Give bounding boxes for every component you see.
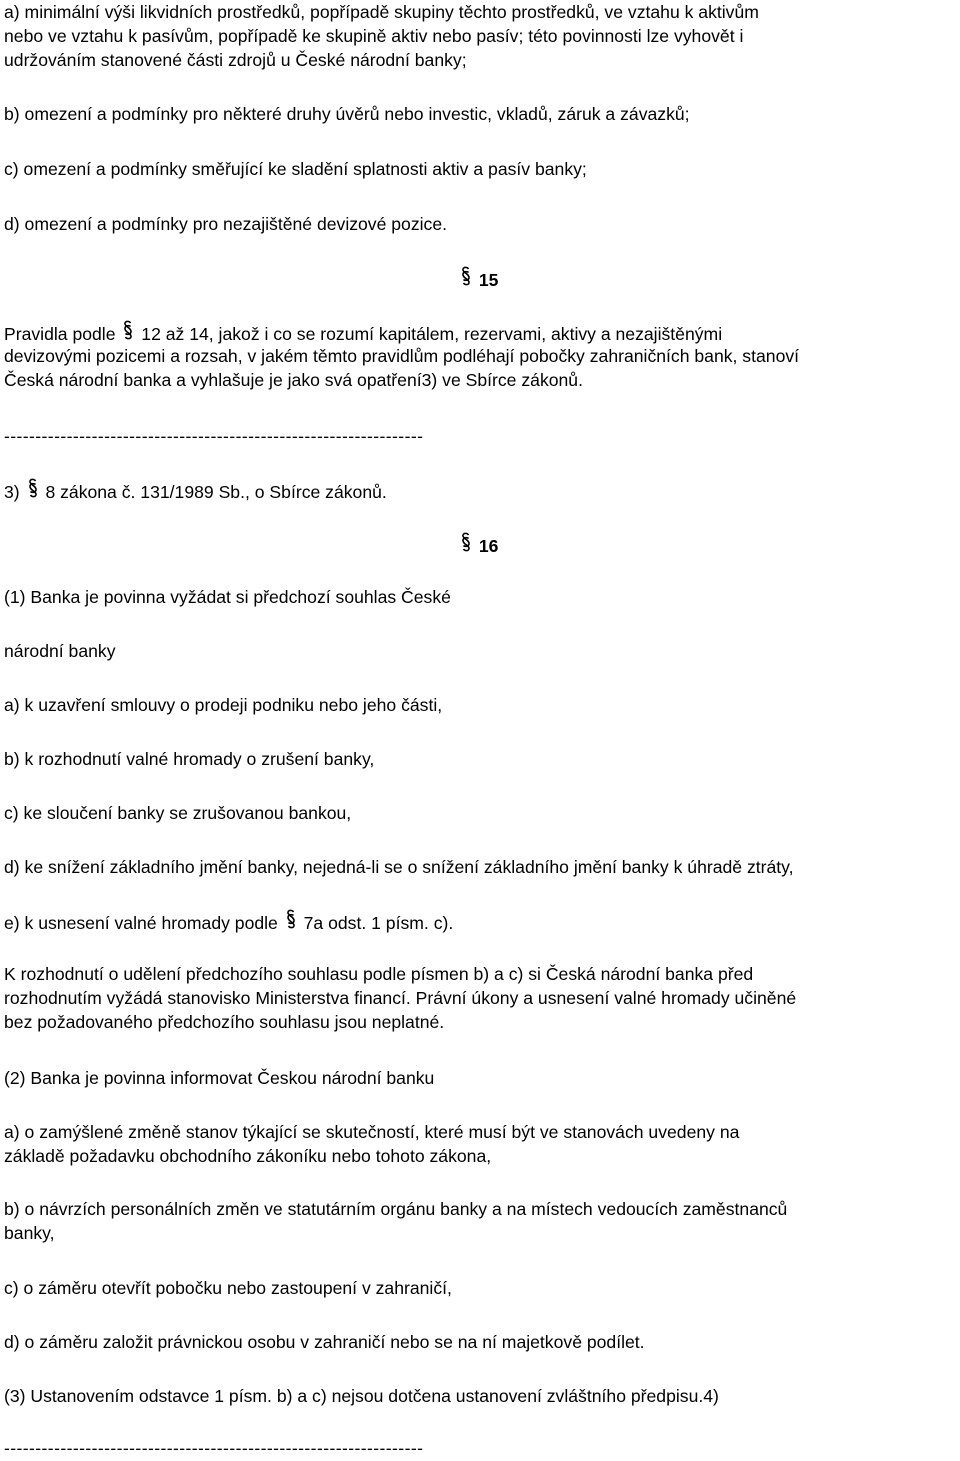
text-line: d) ke snížení základního jmění banky, nejedná-li se o snížení základního jmění banky k úhradě ztráty, [4, 857, 794, 877]
text-line: banky, [4, 1223, 55, 1243]
text-line: d) o záměru založit právnickou osobu v zahraničí nebo se na ní majetkově podílet. [4, 1332, 645, 1352]
footnote-line [4, 478, 387, 505]
text-line: c) o záměru otevřít pobočku nebo zastoupení v zahraničí, [4, 1278, 452, 1298]
text-line: (2) Banka je povinna informovat Českou národní banku [4, 1068, 435, 1088]
text-line: devizovými pozicemi a rozsah, v jakém těmto pravidlům podléhají pobočky zahraničních bank, stanoví [4, 346, 800, 366]
section-sign-icon [120, 320, 136, 347]
section-number: 16 [478, 536, 499, 556]
text-line: b) k rozhodnutí valné hromady o zrušení banky, [4, 749, 375, 769]
section-sign-icon [458, 532, 474, 559]
text-fragment: 12 až 14, jakož i co se rozumí kapitálem, rezervami, aktivy a nezajištěnými [141, 324, 723, 344]
section-heading-15 [458, 266, 498, 293]
text-line [4, 320, 722, 347]
section-number: 15 [478, 270, 499, 290]
text-line: a) k uzavření smlouvy o prodeji podniku nebo jeho části, [4, 695, 443, 715]
text-line: (3) Ustanovením odstavce 1 písm. b) a c) nejsou dotčena ustanovení zvláštního předpisu.4) [4, 1386, 719, 1406]
text-fragment: 8 zákona č. 131/1989 Sb., o Sbírce zákonů. [45, 482, 387, 502]
text-line: bez požadovaného předchozího souhlasu jsou neplatné. [4, 1012, 445, 1032]
footnote-separator: ------------------------------------------------------------------- [4, 426, 424, 446]
text-line: c) omezení a podmínky směřující ke sladění splatnosti aktiv a pasív banky; [4, 159, 587, 179]
text-line: nebo ve vztahu k pasívům, popřípadě ke skupině aktiv nebo pasív; této povinnosti lze vyhovět i [4, 26, 744, 46]
text-line: b) omezení a podmínky pro některé druhy úvěrů nebo investic, vkladů, záruk a závazků; [4, 104, 690, 124]
text-line: udržováním stanovené části zdrojů u České národní banky; [4, 50, 467, 70]
text-line: národní banky [4, 641, 116, 661]
text-line: (1) Banka je povinna vyžádat si předchozí souhlas České [4, 587, 451, 607]
footnote-separator: ------------------------------------------------------------------- [4, 1438, 424, 1458]
text-line [4, 909, 453, 936]
section-sign-icon [458, 266, 474, 293]
text-fragment: 7a odst. 1 písm. c). [303, 913, 454, 933]
section-sign-icon [283, 909, 299, 936]
section-sign-icon [25, 478, 41, 505]
text-fragment: Pravidla podle [4, 324, 116, 344]
text-fragment: e) k usnesení valné hromady podle [4, 913, 278, 933]
text-line: K rozhodnutí o udělení předchozího souhlasu podle písmen b) a c) si Česká národní banka před [4, 964, 754, 984]
text-line: c) ke sloučení banky se zrušovanou bankou, [4, 803, 352, 823]
section-heading-16 [458, 532, 498, 559]
text-line: a) o zamýšlené změně stanov týkající se skutečností, které musí být ve stanovách uvedeny na [4, 1122, 740, 1142]
text-line: d) omezení a podmínky pro nezajištěné devizové pozice. [4, 214, 448, 234]
text-fragment: 3) [4, 482, 20, 502]
text-line: základě požadavku obchodního zákoníku nebo tohoto zákona, [4, 1146, 492, 1166]
text-line: Česká národní banka a vyhlašuje je jako svá opatření3) ve Sbírce zákonů. [4, 370, 583, 390]
text-line: b) o návrzích personálních změn ve statutárním orgánu banky a na místech vedoucích zaměstnanců [4, 1199, 788, 1219]
text-line: rozhodnutím vyžádá stanovisko Ministerstva financí. Právní úkony a usnesení valné hromady učiněné [4, 988, 797, 1008]
text-line: a) minimální výši likvidních prostředků, popřípadě skupiny těchto prostředků, ve vztahu k aktivům [4, 2, 759, 22]
